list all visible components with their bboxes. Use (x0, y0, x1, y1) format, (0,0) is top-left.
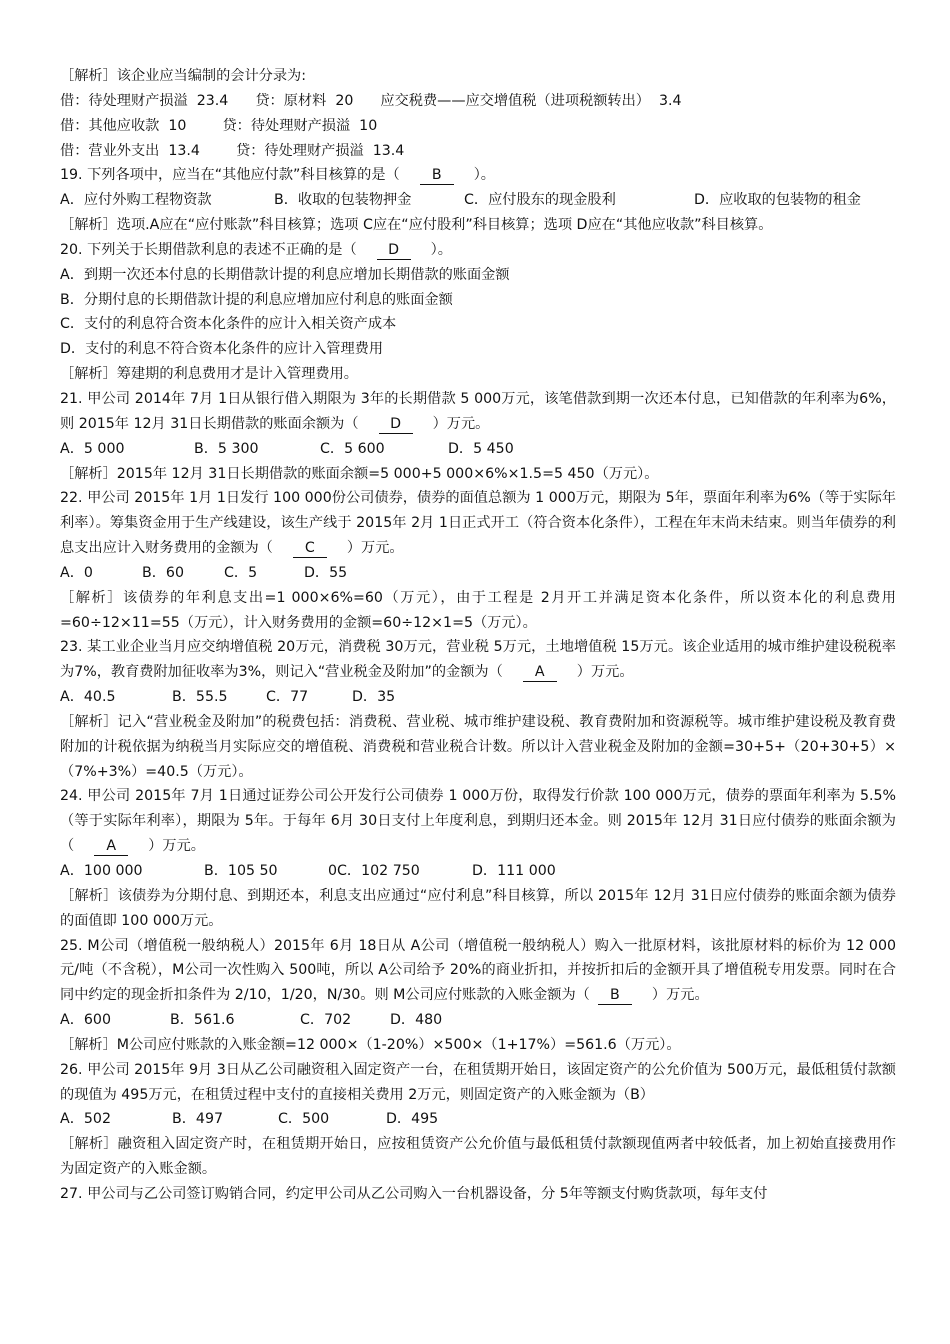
options-row (60, 1107, 896, 1132)
text-line: 借：其他应收款 10 贷：待处理财产损溢 10 (60, 117, 378, 134)
question-text: 19. 下列各项中，应当在“其他应付款”科目核算的是（ (60, 167, 400, 184)
answer-blank: A (523, 664, 557, 682)
analysis-text: ［解析］选项.A应在“应付账款”科目核算；选项 C应在“应付股利”科目核算；选项 D应在“其他应收款”科目核算。 (60, 217, 773, 234)
question-20 (60, 238, 896, 263)
option: C．5 600 (320, 440, 385, 457)
question-text: ）万元。 (148, 838, 205, 855)
document-page (60, 64, 896, 1207)
answer-blank: A (94, 838, 128, 856)
option: A．5 000 (60, 440, 125, 457)
analysis-text: ［解析］筹建期的利息费用才是计入管理费用。 (60, 366, 358, 383)
option: D．111 000 (472, 863, 556, 879)
option: B．497 (172, 1111, 224, 1128)
option: B．55.5 (172, 689, 228, 706)
question-text: 24. 甲公司 2015年 7月 1日通过证券公司公开发行公司债券 1 000万份，取得发行价款 100 000万元，债券的票面年利率为 5.5%（等于实际年利率），期限为 5年。于每年 6月 30日支付上年度利息，到期归还本金。则 2015年 12月 31日应付债券的账面余额为（ (60, 788, 896, 855)
analysis-text: ［解析］记入“营业税金及附加”的税费包括：消费税、营业税、城市维护建设税、教育费附加和资源税等。城市维护建设税及教育费附加的计税依据为纳税当月实际应交的增值税、消费税和营业税合计数。所以计入营业税金及附加的金额=30+5+（20+30+5）×（7%+3%）=40.5（万元）。 (60, 713, 896, 780)
question-text: 22. 甲公司 2015年 1月 1日发行 100 000份公司债券，债券的面值总额为 1 000万元，期限为 5年，票面年利率为6%（等于实际年利率）。筹集资金用于生产线建设，该生产线于 2015年 2月 1日正式开工（符合资本化条件），工程在年末尚未结束。则当年债券的利息支出应计入财务费用的金额为（ (60, 490, 896, 557)
analysis-text: ［解析］2015年 12月 31日长期借款的账面余额=5 000+5 000×6%×1.5=5 450（万元）。 (60, 465, 659, 482)
answer-blank: D (379, 416, 413, 434)
option: B．561.6 (170, 1012, 235, 1029)
options-row (60, 561, 896, 586)
option: C．5 (224, 564, 258, 581)
option: D．应收取的包装物的租金 (694, 192, 861, 209)
question-text: 20. 下列关于长期借款利息的表述不正确的是（ (60, 241, 357, 258)
text-line: ［解析］该企业应当编制的会计分录为: (60, 68, 306, 84)
answer-blank: C (293, 540, 327, 558)
question-23 (60, 635, 896, 685)
option: B．收取的包装物押金 (274, 192, 412, 209)
question-19 (60, 163, 896, 188)
question-text: 23. 某工业企业当月应交纳增值税 20万元，消费税 30万元，营业税 5万元，土地增值税 15万元。该企业适用的城市维护建设税税率为7%，教育费附加征收率为3%，则记入“营业税金及附加”的金额为（ (60, 639, 896, 681)
text-line: 借：待处理财产损溢 23.4 贷：原材料 20 应交税费——应交增值税（进项税额转出） 3.4 (60, 92, 682, 109)
option: C．支付的利息符合资本化条件的应计入相关资产成本 (60, 316, 397, 333)
question-text: ）万元。 (346, 540, 404, 557)
answer-blank: B (420, 167, 454, 185)
answer-blank: D (377, 242, 411, 260)
options-row (60, 859, 896, 884)
option: B．分期付息的长期借款计提的利息应增加应付利息的账面金额 (60, 291, 453, 308)
option: D．480 (390, 1012, 443, 1029)
question-text: ）。 (430, 241, 452, 258)
text-line: 借：营业外支出 13.4 贷：待处理财产损溢 13.4 (60, 142, 405, 159)
option: D．5 450 (448, 440, 514, 457)
option: C．应付股东的现金股利 (464, 192, 616, 209)
question-25 (60, 934, 896, 1009)
option: D．55 (304, 564, 348, 581)
analysis-text: ［解析］该债券的年利息支出=1 000×6%=60（万元），由于工程是 2月开工并满足资本化条件，所以资本化的利息费用=60÷12×11=55（万元），计入财务费用的金额=60÷12×1=5（万元）。 (60, 589, 896, 631)
option: A．40.5 (60, 689, 116, 706)
question-27: 27. 甲公司与乙公司签订购销合同，约定甲公司从乙公司购入一台机器设备，分 5年等额支付购货款项，每年支付 (60, 1185, 768, 1202)
option: A．502 (60, 1111, 111, 1128)
question-text: ）万元。 (576, 664, 634, 681)
option: D．495 (386, 1111, 439, 1128)
analysis-text: ［解析］融资租入固定资产时，在租赁期开始日，应按租赁资产公允价值与最低租赁付款额现值两者中较低者，加上初始直接费用作为固定资产的入账金额。 (60, 1136, 896, 1178)
option: D．支付的利息不符合资本化条件的应计入管理费用 (60, 341, 384, 358)
question-text: ）。 (473, 167, 495, 184)
option: B．5 300 (194, 440, 259, 457)
options-row (60, 1008, 896, 1033)
option: B．105 50 (204, 863, 278, 879)
options-row (60, 437, 896, 462)
question-text: 25. M公司（增值税一般纳税人）2015年 6月 18日从 A公司（增值税一般纳税人）购入一批原材料，该批原材料的标价为 12 000元/吨（不含税），M公司一次性购入 500吨，所以 A公司给予 20%的商业折扣，并按折扣后的金额开具了增值税专用发票。同时在合同中约定的现金折扣条件为 2/10，1/20，N/30。则 M公司应付账款的入账金额为（ (60, 937, 896, 1004)
option: 0C．102 750 (328, 863, 420, 879)
option: A．100 000 (60, 863, 143, 879)
question-text: 21. 甲公司 2014年 7月 1日从银行借入期限为 3年的长期借款 5 000万元，该笔借款到期一次还本付息，已知借款的年利率为6%，则 2015年 12月 31日长期借款的账面余额为（ (60, 390, 896, 432)
question-26: 26. 甲公司 2015年 9月 3日从乙公司融资租入固定资产一台，在租赁期开始日，该固定资产的公允价值为 500万元，最低租赁付款额的现值为 495万元，在租赁过程中支付的直接相关费用 2万元，则固定资产的入账金额为（B） (60, 1061, 896, 1103)
question-24 (60, 784, 896, 859)
option: A．应付外购工程物资款 (60, 192, 212, 209)
options-row (60, 188, 896, 213)
option: A．600 (60, 1012, 111, 1029)
option: C．77 (266, 689, 309, 706)
options-row (60, 685, 896, 710)
analysis-text: ［解析］M公司应付账款的入账金额=12 000×（1-20%）×500×（1+17%）=561.6（万元）。 (60, 1036, 681, 1053)
answer-blank: B (598, 987, 632, 1005)
option: C．702 (300, 1012, 352, 1029)
question-text: ）万元。 (651, 987, 709, 1004)
question-text: ）万元。 (432, 415, 490, 432)
question-22 (60, 486, 896, 561)
option: B．60 (142, 564, 184, 581)
option: A．到期一次还本付息的长期借款计提的利息应增加长期借款的账面金额 (60, 266, 510, 283)
option: D．35 (352, 689, 396, 706)
option: C．500 (278, 1111, 330, 1128)
option: A．0 (60, 564, 93, 581)
question-21 (60, 387, 896, 437)
analysis-text: ［解析］该债券为分期付息、到期还本，利息支出应通过“应付利息”科目核算，所以 2015年 12月 31日应付债券的账面余额为债券的面值即 100 000万元。 (60, 887, 896, 929)
